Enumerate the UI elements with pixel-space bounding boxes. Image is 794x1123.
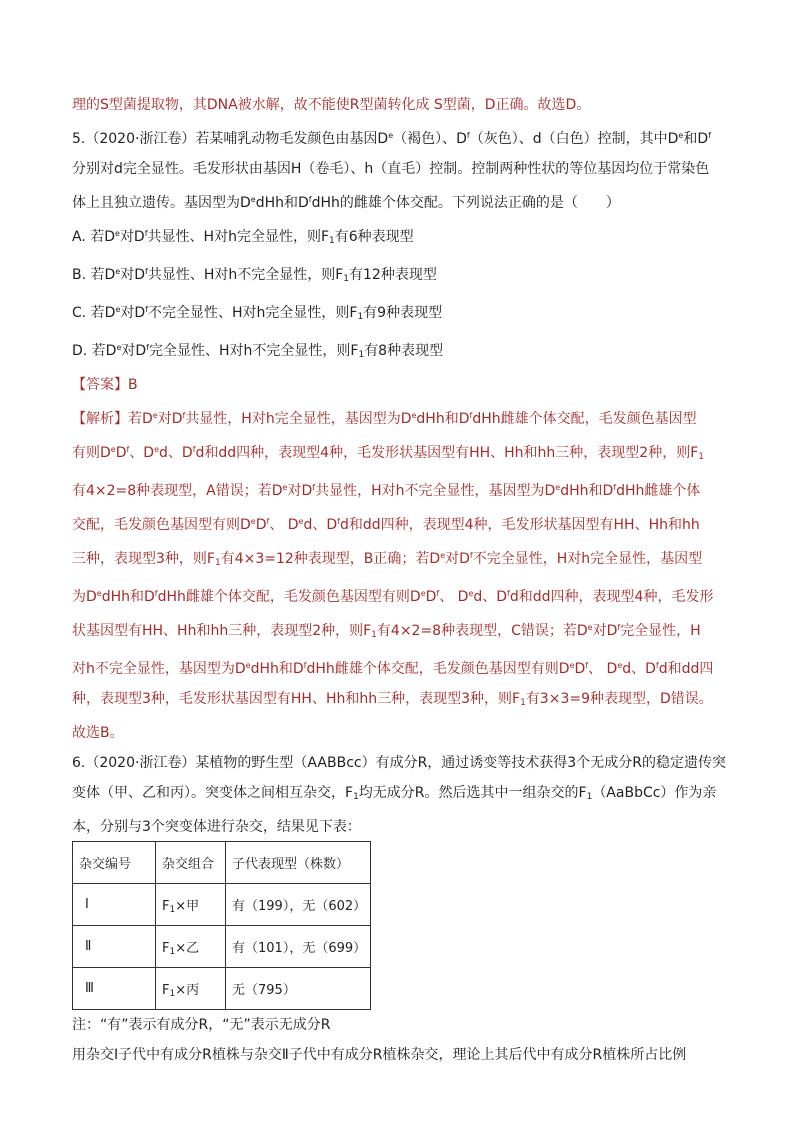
explanation-line: 故选B。 — [72, 725, 124, 741]
explanation-line: 有4×2=8种表现型，A错误；若De对$D^f$共显性，H对h不完全显性，基因型为DedHh和$D^fdHh$雌雄个体 — [72, 483, 701, 499]
answer-value: B — [128, 377, 138, 393]
table-header-cell: 杂交编号 — [73, 842, 156, 884]
q5-option-c: C. 若De对$D^f$不完全显性、H对h完全显性，则$F_1$有9种表现型 — [72, 305, 443, 322]
q6-question-line: 用杂交Ⅰ子代中有成分R植株与杂交Ⅱ子代中有成分R植株杂交，理论上其后代中有成分R植株所占比例 — [72, 1047, 687, 1063]
explanation-line: 【解析】若De对$D^f$共显性，H对h完全显性，基因型为DedHh和$D^fdHh$雌雄个体交配，毛发颜色基因型 — [72, 411, 697, 427]
cross-result-cell: 有（101），无（699） — [226, 926, 371, 968]
explanation-line: 有则$DeD^f$、Ded、$D^fd$和dd四种，表现型4种，毛发形状基因型有HH、Hh和hh三种，表现型2种，则$F_1$ — [72, 445, 704, 462]
q5-option-b: B. 若De对$D^f$共显性、H对h不完全显性，则$F_1$有12种表现型 — [72, 267, 437, 284]
table-header-row — [73, 842, 371, 884]
explanation-line: 三种，表现型3种，则$F_1$有4×3=12种表现型，B正确；若De对$D^f$不完全显性，H对h完全显性，基因型 — [72, 551, 703, 568]
table-row — [73, 926, 371, 968]
table-row — [73, 968, 371, 1010]
explanation-line: 交配，毛发颜色基因型有则$DeD^f$、 Ded、$D^fd$和dd四种，表现型4种，毛发形状基因型有HH、Hh和hh — [72, 517, 700, 533]
cross-combo-cell: $F_1\times$甲 — [156, 884, 226, 926]
explanation-label: 【解析】 — [72, 411, 128, 427]
cross-result-cell: 有（199），无（602） — [226, 884, 371, 926]
q6-stem-line-3: 本，分别与3个突变体进行杂交，结果见下表： — [72, 819, 361, 835]
cross-id-cell: Ⅲ — [73, 968, 156, 1010]
table-row — [73, 884, 371, 926]
cross-id-cell: Ⅰ — [73, 884, 156, 926]
q6-stem-line-2: 变体（甲、乙和丙）。突变体之间相互杂交，$F_1$均无成分R。然后选其中一组杂交的$F_1(AaBbCc)$作为亲 — [72, 785, 717, 802]
q5-stem-line-2: 分别对d完全显性。毛发形状由基因H（卷毛）、h（直毛）控制。控制两种性状的等位基因均位于常染色 — [72, 161, 710, 177]
table-header-cell: 子代表现型（株数） — [226, 842, 371, 884]
q5-option-d: D. 若De对$D^f$完全显性、H对h不完全显性，则$F_1$有8种表现型 — [72, 343, 444, 360]
cross-combo-cell: $F_1\times$乙 — [156, 926, 226, 968]
q5-option-a: A. 若De对$D^f$共显性、H对h完全显性，则$F_1$有6种表现型 — [72, 229, 414, 246]
table-note: 注：“有”表示有成分R，“无”表示无成分R — [72, 1017, 331, 1033]
q5-stem-line-1: 5.（2020·浙江卷）若某哺乳动物毛发颜色由基因De（褐色）、$D^f$（灰色）、d（白色）控制，其中De和$D^f$ — [72, 131, 711, 147]
answer-label: 【答案】 — [72, 377, 128, 393]
explanation-line: 为DedHh和$D^fdHh$雌雄个体交配，毛发颜色基因型有则$DeD^f$、 Ded、$D^fd$和dd四种，表现型4种，毛发形 — [72, 589, 714, 605]
q5-answer — [72, 376, 727, 395]
cross-combo-cell: $F_1\times$丙 — [156, 968, 226, 1010]
explanation-line: 状基因型有HH、Hh和hh三种，表现型2种，则$F_1$有4×2=8种表现型，C错误；若De对$D^f$完全显性，H — [72, 623, 701, 640]
cross-id-cell: Ⅱ — [73, 926, 156, 968]
explanation-line: 对h不完全显性，基因型为DedHh和$D^fdHh$雌雄个体交配，毛发颜色基因型有则$DeD^f$、 Ded、$D^fd$和dd四 — [72, 661, 714, 677]
explanation-line: 种，表现型3种，毛发形状基因型有HH、Hh和hh三种，表现型3种，则$F_1$有3×3=9种表现型，D错误。 — [72, 691, 713, 708]
q5-explanation — [72, 406, 727, 743]
document-page — [72, 96, 727, 1065]
table-header-cell: 杂交组合 — [156, 842, 226, 884]
cross-results-table — [72, 841, 371, 1010]
q5-stem-line-3: 体上且独立遗传。基因型为DedHh和$D^fdHh$的雌雄个体交配。下列说法正确的是（ ） — [72, 195, 620, 211]
previous-answer-tail: 理的S型菌提取物，其DNA被水解，故不能使R型菌转化成 S型菌，D正确。故选D。 — [72, 97, 591, 113]
q6-stem-line-1: 6.（2020·浙江卷）某植物的野生型（AABBcc）有成分R，通过诱变等技术获得3个无成分R的稳定遗传突 — [72, 755, 726, 771]
cross-result-cell: 无（795） — [226, 968, 371, 1010]
